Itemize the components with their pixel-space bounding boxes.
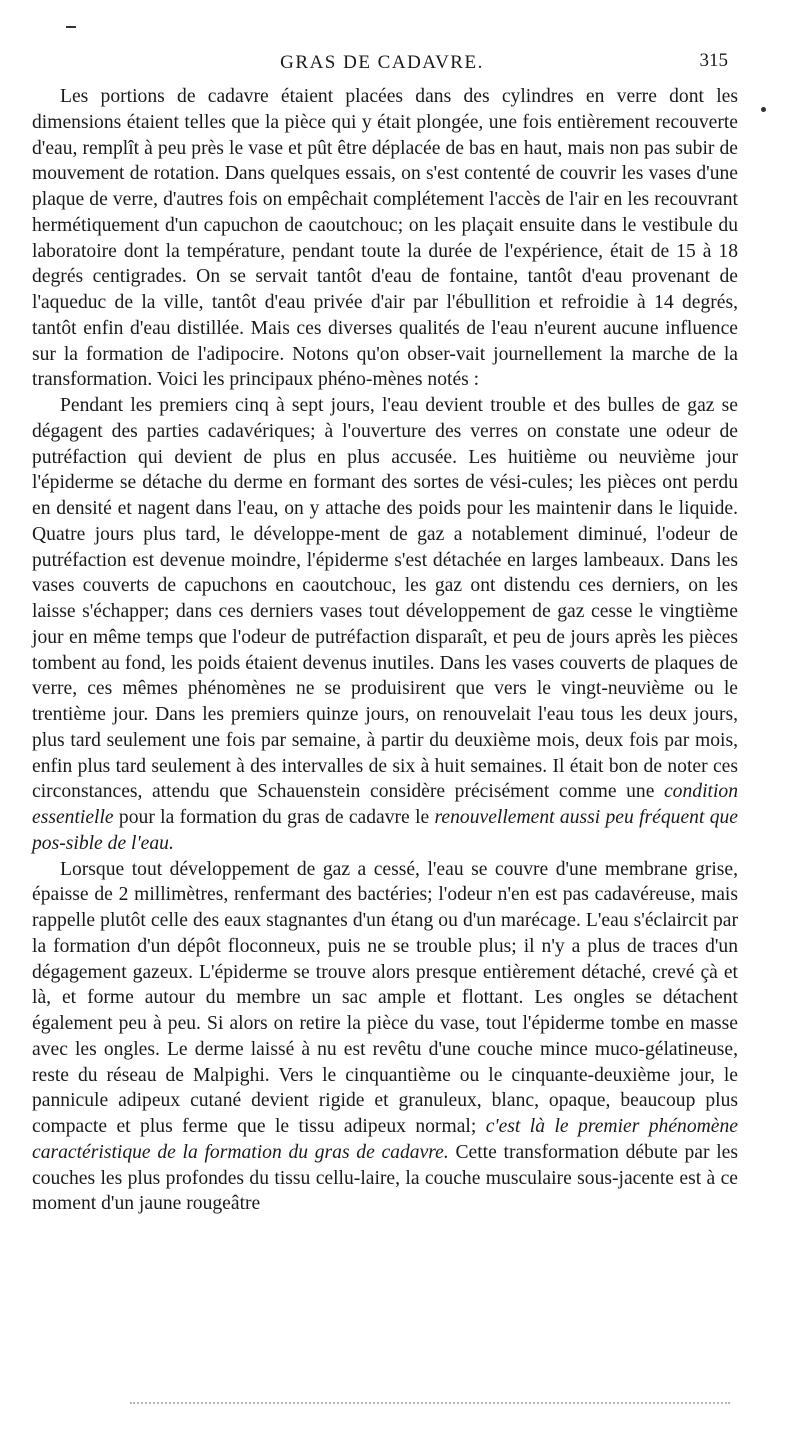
text-segment: Pendant les premiers cinq à sept jours, l'eau devient trouble et des bulles de gaz se dégagent des parties cadavériques; à l'ouverture des verres on constate une odeur de putréfaction qui devient de plus en plus accusée. Les huitième ou neuvième jour l'épiderme se détache du derme en formant des sortes de vési-cules; les pièces ont perdu en densité et nagent dans l'eau, on y attache des poids pour les maintenir dans le liquide. Quatre jours plus tard, le développe-ment de gaz a notablement diminué, l'odeur de putréfaction est devenue moindre, l'épiderme s'est détachée en larges lambeaux. Dans les vases couverts de capuchons en caoutchouc, les gaz ont distendu ces derniers, on les laisse s'échapper; dans ces derniers vases tout développement de gaz cesse le vingtième jour en même temps que l'odeur de putréfaction disparaît, et peu de jours après les pièces tombent au fond, les poids étaient devenus inutiles. Dans les vases couverts de plaques de verre, ces mêmes phénomènes ne se produisirent que vers le vingt-neuvième ou le trentième jour. Dans les premiers quinze jours, on renouvelait l'eau tous les deux jours, plus tard seulement une fois par semaine, à partir du deuxième mois, deux fois par mois, enfin plus tard seulement à des intervalles de six à huit semaines. Il était bon de noter ces circonstances, attendu que Schauenstein considère précisément comme une bbox=[32, 395, 738, 803]
margin-dot bbox=[761, 107, 766, 112]
italic-segment: renouvellement aussi peu fréquent que pos-sible de l'eau. bbox=[32, 807, 738, 854]
text-segment: Lorsque tout développement de gaz a cessé, l'eau se couvre d'une membrane grise, épaisse de 2 millimètres, renfermant des bactéries; l'odeur n'en est pas cadavéreuse, mais rappelle plutôt celle des eaux stagnantes d'un étang ou d'un marécage. L'eau s'éclaircit par la formation d'un dépôt floconneux, puis ne se trouble plus; il n'y a plus de traces d'un dégagement gazeux. L'épiderme se trouve alors presque entièrement détaché, crevé çà et là, et forme autour du membre un sac ample et flottant. Les ongles se détachent également peu à peu. Si alors on retire la pièce du vase, tout l'épiderme tombe en masse avec les ongles. Le derme laissé à nu est revêtu d'une couche mince muco-gélatineuse, reste du réseau de Malpighi. Vers le cinquantième ou le cinquante-deuxième jour, le pannicule adipeux cutané devient rigide et granuleux, blanc, opaque, beaucoup plus compacte et plus ferme que le tissu adipeux normal; bbox=[32, 858, 738, 1137]
bottom-rule bbox=[130, 1402, 730, 1404]
paragraph bbox=[32, 857, 738, 1218]
italic-segment: condition essentielle bbox=[32, 781, 738, 828]
text-segment: Les portions de cadavre étaient placées dans des cylindres en verre dont les dimensions étaient telles que la pièce qui y était plongée, une fois entièrement recouverte d'eau, remplît à peu près le vase et pût être déplacée de bas en haut, mais non pas subir de mouvement de rotation. Dans quelques essais, on s'est contenté de couvrir les vases d'une plaque de verre, d'autres fois on empêchait complétement l'accès de l'air en les recouvrant hermétiquement d'un capuchon de caoutchouc; on les plaçait ensuite dans le vestibule du laboratoire dont la température, pendant toute la durée de l'expérience, était de 15 à 18 degrés centigrades. On se servait tantôt d'eau de fontaine, tantôt d'eau provenant de l'aqueduc de la ville, tantôt d'eau privée d'air par l'ébullition et refroidie à 14 degrés, tantôt enfin d'eau distillée. Mais ces diverses qualités de l'eau n'eurent aucune influence sur la formation de l'adipocire. Notons qu'on obser-vait journellement la marche de la transformation. Voici les principaux phéno-mènes notés : bbox=[32, 86, 738, 391]
paragraph bbox=[32, 393, 738, 857]
page-number: 315 bbox=[699, 50, 728, 71]
page-header bbox=[32, 50, 732, 80]
text-segment: pour la formation du gras de cadavre le bbox=[113, 807, 435, 828]
text-segment: Cette transformation débute par les couches les plus profondes du tissu cellu-laire, la couche musculaire sous-jacente est à ce moment d'un jaune rougeâtre bbox=[32, 1141, 738, 1215]
corner-mark bbox=[66, 26, 76, 28]
italic-segment: c'est là le premier phénomène caractéristique de la formation du gras de cadavre. bbox=[32, 1116, 738, 1163]
paragraph bbox=[32, 84, 738, 393]
body-text bbox=[32, 84, 738, 1217]
running-title: GRAS DE CADAVRE. bbox=[280, 52, 484, 73]
